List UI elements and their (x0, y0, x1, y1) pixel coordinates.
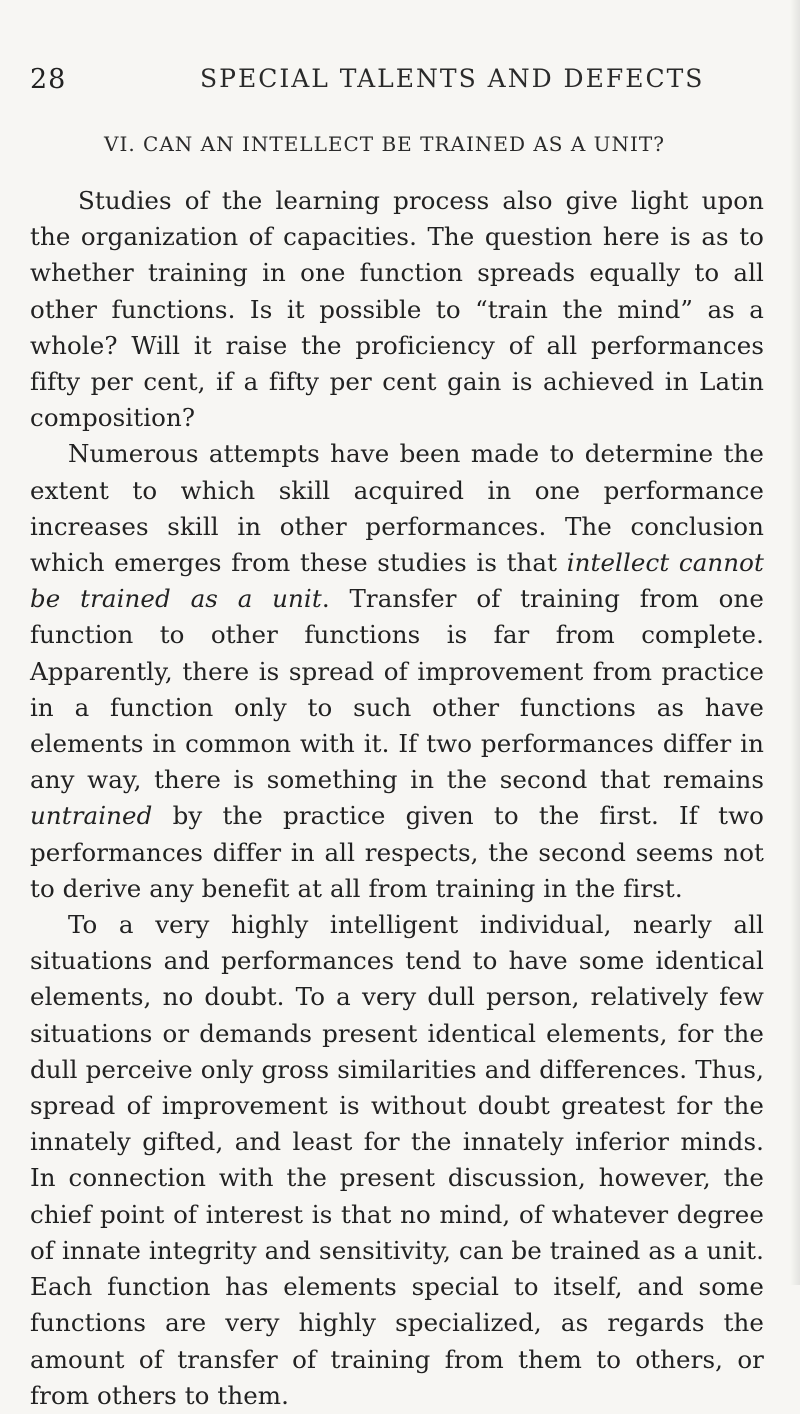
page-number: 28 (30, 64, 67, 95)
paragraph-2-part-c: by the practice given to the first. If two performances differ in all respects, the second seems not to derive any benefit at all from training in the first. (30, 801, 764, 903)
emphasis-untrained: untrained (30, 801, 153, 831)
page-edge-shadow (790, 0, 800, 1285)
paragraph-2-part-b: . Transfer of training from one function to other functions is far from complete. Apparently, there is spread of improvement from practice in a function only to such other functions as have elements in common with it. If two performances differ in any way, there is something in the second that remains (30, 584, 764, 795)
section-heading: VI. CAN AN INTELLECT BE TRAINED AS A UNIT? (104, 132, 665, 156)
running-title: SPECIAL TALENTS AND DEFECTS (200, 64, 705, 93)
emphasis-intellect-unit: intellect cannot be trained as a unit (30, 548, 764, 614)
body-text (30, 183, 764, 1414)
paragraph-2 (30, 436, 764, 907)
paragraph-2-part-a: Numerous attempts have been made to determine the extent to which skill acquired in one performance increases skill in other performances. The conclusion which emerges from these studies is that (30, 439, 764, 578)
paragraph-3: To a very highly intelligent individual, nearly all situations and performances tend to have some identical elements, no doubt. To a very dull person, relatively few situations or demands present identical elements, for the dull perceive only gross similarities and differences. Thus, spread of improvement is without doubt greatest for the innately gifted, and least for the innately inferior minds. In connection with the present discussion, however, the chief point of interest is that no mind, of whatever degree of innate integrity and sensitivity, can be trained as a unit. Each function has elements special to itself, and some functions are very highly specialized, as regards the amount of transfer of training from them to others, or from others to them. (30, 910, 764, 1410)
paragraph-1: Studies of the learning process also give light upon the organization of capacities. The question here is as to whether training in one function spreads equally to all other functions. Is it possible to “train the mind” as a whole? Will it raise the proficiency of all performances fifty per cent, if a fifty per cent gain is achieved in Latin composition? (30, 186, 764, 433)
